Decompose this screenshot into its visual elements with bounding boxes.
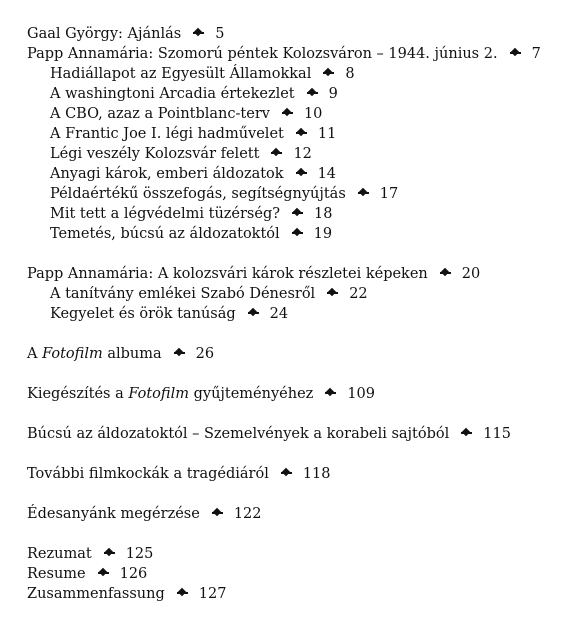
toc-entry: [27, 564, 557, 584]
spacer: [27, 404, 557, 424]
arrow-bullet-icon: [296, 169, 307, 177]
toc-entry: [27, 504, 557, 524]
toc-page-number: 122: [233, 506, 262, 522]
toc-subentry: [27, 204, 557, 224]
arrow-bullet-icon: [327, 289, 338, 297]
toc-entry: [27, 424, 557, 444]
toc-entry-title: A washingtoni Arcadia értekezlet: [50, 86, 295, 102]
toc-entry: [27, 384, 557, 404]
table-of-contents: [27, 24, 557, 604]
arrow-bullet-icon: [282, 109, 293, 117]
arrow-bullet-icon: [440, 269, 451, 277]
arrow-bullet-icon: [174, 349, 185, 357]
toc-page-number: 127: [198, 586, 227, 602]
toc-entry-title: Resume: [27, 566, 86, 582]
toc-entry-title: Példaértékű összefogás, segítségnyújtás: [50, 186, 346, 202]
toc-entry-title: Hadiállapot az Egyesült Államokkal: [50, 66, 312, 82]
toc-page-number: 17: [379, 186, 399, 202]
toc-page-number: 22: [349, 286, 368, 302]
arrow-bullet-icon: [104, 549, 115, 557]
toc-entry-title-prefix: A: [27, 346, 43, 362]
toc-entry-title: Temetés, búcsú az áldozatoktól: [50, 226, 280, 242]
toc-entry-title: A CBO, azaz a Pointblanc-terv: [50, 106, 270, 122]
toc-page-number: 9: [328, 86, 338, 102]
toc-entry-title: A tanítvány emlékei Szabó Dénesről: [50, 286, 316, 302]
toc-page-number: 12: [293, 146, 312, 162]
spacer: [27, 364, 557, 384]
toc-entry: [27, 264, 557, 284]
toc-entry-title: Kegyelet és örök tanúság: [50, 306, 236, 322]
toc-page-number: 109: [347, 386, 375, 402]
toc-entry: [27, 544, 557, 564]
arrow-bullet-icon: [212, 509, 223, 517]
toc-entry: [27, 44, 557, 64]
arrow-bullet-icon: [271, 149, 282, 157]
toc-entry: [27, 464, 557, 484]
toc-page-number: 118: [302, 466, 331, 482]
toc-entry-title: Anyagi károk, emberi áldozatok: [50, 166, 284, 182]
arrow-bullet-icon: [323, 69, 334, 77]
toc-entry-title: Búcsú az áldozatoktól – Szemelvények a korabeli sajtóból: [27, 426, 450, 442]
toc-page-number: 19: [313, 226, 333, 242]
arrow-bullet-icon: [358, 189, 369, 197]
toc-subentry: [27, 164, 557, 184]
toc-page-number: 14: [317, 166, 337, 182]
arrow-bullet-icon: [307, 89, 318, 97]
toc-entry-title: Rezumat: [27, 546, 92, 562]
toc-page-number: 18: [314, 206, 333, 222]
toc-page-number: 10: [303, 106, 323, 122]
toc-page-number: 20: [461, 266, 481, 282]
spacer: [27, 444, 557, 464]
toc-entry-title: Mit tett a légvédelmi tüzérség?: [50, 206, 281, 222]
spacer: [27, 324, 557, 344]
arrow-bullet-icon: [98, 569, 109, 577]
toc-entry-title: A Frantic Joe I. légi hadművelet: [50, 126, 284, 142]
arrow-bullet-icon: [510, 49, 521, 57]
toc-subentry: [27, 104, 557, 124]
arrow-bullet-icon: [292, 229, 303, 237]
toc-page-number: 26: [195, 346, 215, 362]
toc-entry-title: Papp Annamária: Szomorú péntek Kolozsváron – 1944. június 2.: [27, 46, 498, 62]
toc-entry-title: Gaal György: Ajánlás: [27, 26, 182, 42]
toc-page-number: 125: [125, 546, 154, 562]
toc-subentry: [27, 64, 557, 84]
toc-page-number: 115: [483, 426, 511, 442]
toc-entry: [27, 24, 557, 44]
toc-page-number: 24: [269, 306, 289, 322]
toc-subentry: [27, 124, 557, 144]
toc-entry-title: Légi veszély Kolozsvár felett: [50, 146, 260, 162]
toc-subentry: [27, 184, 557, 204]
arrow-bullet-icon: [193, 29, 204, 37]
toc-entry-title: Zusammenfassung: [27, 586, 165, 602]
toc-entry-title-italic: Fotofilm: [128, 386, 189, 402]
arrow-bullet-icon: [248, 309, 259, 317]
toc-entry-title: Papp Annamária: A kolozsvári károk részletei képeken: [27, 266, 428, 282]
arrow-bullet-icon: [325, 389, 336, 397]
toc-entry-title-italic: Fotofilm: [42, 346, 103, 362]
arrow-bullet-icon: [281, 469, 292, 477]
arrow-bullet-icon: [461, 429, 472, 437]
toc-page-number: 126: [119, 566, 148, 582]
arrow-bullet-icon: [292, 209, 303, 217]
toc-entry: [27, 584, 557, 604]
toc-page-number: 8: [345, 66, 355, 82]
toc-entry: [27, 344, 557, 364]
spacer: [27, 524, 557, 544]
spacer: [27, 484, 557, 504]
arrow-bullet-icon: [296, 129, 307, 137]
toc-subentry: [27, 304, 557, 324]
toc-page-number: 11: [317, 126, 337, 142]
toc-entry-title-suffix: gyűjteményéhez: [188, 386, 314, 402]
arrow-bullet-icon: [177, 589, 188, 597]
toc-entry-title: További filmkockák a tragédiáról: [27, 466, 269, 482]
toc-entry-title: Édesanyánk megérzése: [27, 506, 200, 522]
toc-page-number: 5: [215, 26, 225, 42]
toc-subentry: [27, 144, 557, 164]
toc-subentry: [27, 284, 557, 304]
toc-entry-title-prefix: Kiegészítés a: [27, 386, 129, 402]
toc-entry-title-suffix: albuma: [102, 346, 162, 362]
spacer: [27, 244, 557, 264]
toc-subentry: [27, 224, 557, 244]
toc-subentry: [27, 84, 557, 104]
toc-page-number: 7: [531, 46, 541, 62]
